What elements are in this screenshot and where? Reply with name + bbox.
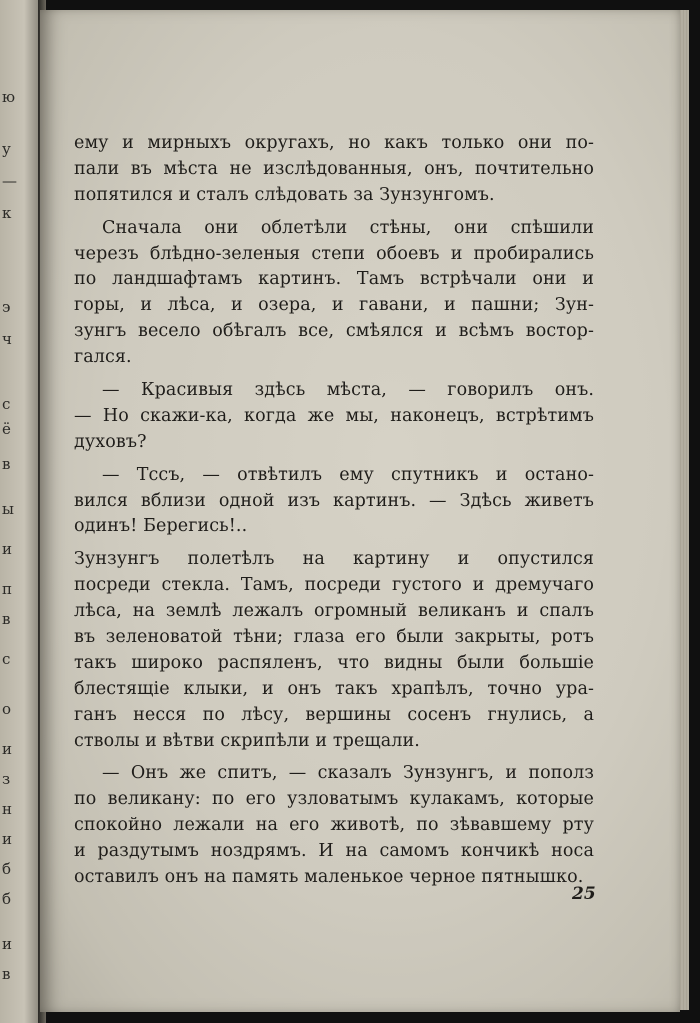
text-line: въ зеленоватой тѣни; глаза его были закрыты, ротъ — [74, 627, 594, 648]
text-line: попятился и сталъ слѣдовать за Зунзунгомъ. — [74, 184, 495, 205]
text-line: ему и мирныхъ округахъ, но какъ только они по- — [74, 133, 594, 153]
text-line: по великану: по его узловатымъ кулакамъ, которые — [74, 789, 594, 810]
text-line: черезъ блѣдно-зеленыя степи обоевъ и пробирались — [74, 243, 594, 264]
paragraph — [74, 463, 594, 541]
facing-page-fragment: и — [2, 935, 12, 953]
paragraph-gap — [74, 209, 594, 216]
text-line: спокойно лежали на его животѣ, по зѣвавшему рту — [74, 815, 594, 836]
facing-page-fragment: в — [2, 965, 11, 983]
text-line: и раздутымъ ноздрямъ. И на самомъ кончикѣ носа — [74, 841, 594, 862]
facing-page-fragment: и — [2, 740, 12, 758]
paragraph — [74, 131, 594, 209]
facing-page-fragment: н — [2, 800, 12, 818]
facing-page-fragment: о — [2, 700, 12, 718]
facing-page-fragment: ч — [2, 330, 12, 348]
body-text — [74, 131, 594, 891]
paragraph — [74, 761, 594, 890]
facing-page-fragment: в — [2, 610, 11, 628]
text-line: по ландшафтамъ картинъ. Тамъ встрѣчали они и — [74, 269, 594, 290]
facing-page-fragment: у — [2, 140, 11, 158]
facing-page-fragment: б — [2, 860, 12, 878]
facing-page-fragment: з — [2, 770, 11, 788]
text-line: блестящiе клыки, и онъ такъ храпѣлъ, точно ура- — [74, 678, 594, 699]
facing-page-fragment: ю — [2, 88, 16, 106]
facing-page-fragment: б — [2, 890, 12, 908]
text-line: лѣса, на землѣ лежалъ огромный великанъ и спалъ — [74, 601, 594, 622]
facing-page-fragment: — — [2, 172, 17, 190]
paragraph-gap — [74, 371, 594, 378]
text-line: посреди стекла. Тамъ, посреди густого и дремучаго — [74, 575, 594, 596]
text-line: — Тссъ, — отвѣтилъ ему спутникъ и остано- — [102, 464, 594, 485]
text-line: — Но скажи-ка, когда же мы, наконецъ, встрѣтимъ — [74, 405, 594, 426]
facing-page-fragment: п — [2, 580, 12, 598]
facing-page-fragment: и — [2, 830, 12, 848]
text-line: зунгъ весело обѣгалъ все, смѣялся и всѣмъ востор- — [74, 321, 594, 342]
text-line: Сначала они облетѣли стѣны, они спѣшили — [102, 217, 594, 238]
facing-page-fragment: к — [2, 204, 12, 222]
paragraph — [74, 547, 594, 754]
paragraph — [74, 216, 594, 371]
text-line: — Красивыя здѣсь мѣста, — говорилъ онъ. — [102, 380, 594, 401]
paragraph — [74, 378, 594, 456]
facing-page-fragment: ы — [2, 500, 14, 518]
text-line: оставилъ онъ на память маленькое черное пятнышко. — [74, 867, 584, 888]
text-line: Зунзунгъ полетѣлъ на картину и опустился — [74, 549, 594, 570]
text-line: пали въ мѣста не изслѣдованныя, онъ, почтительно — [74, 158, 594, 179]
text-line: духовъ? — [74, 431, 147, 452]
text-line: ганъ несся по лѣсу, вершины сосенъ гнулись, а — [74, 704, 594, 725]
text-line: одинъ! Берегись!.. — [74, 516, 248, 537]
facing-page-fragment: и — [2, 540, 12, 558]
text-line: горы, и лѣса, и озера, и гавани, и пашни; Зун- — [74, 295, 594, 316]
text-line: вился вблизи одной изъ картинъ. — Здѣсь живетъ — [74, 490, 594, 511]
paragraph-gap — [74, 456, 594, 463]
facing-page-fragment: ё — [2, 420, 11, 438]
paragraph-gap — [74, 754, 594, 761]
text-line: гался. — [74, 347, 132, 368]
right-page — [40, 10, 680, 1012]
facing-page-fragment: в — [2, 455, 11, 473]
facing-page-fragment: э — [2, 298, 11, 316]
facing-page-fragment: с — [2, 395, 11, 413]
facing-page-fragment: с — [2, 650, 11, 668]
text-line: — Онъ же спитъ, — сказалъ Зунзунгъ, и пополз — [102, 763, 594, 784]
text-line: стволы и вѣтви скрипѣли и трещали. — [74, 730, 420, 751]
paragraph-gap — [74, 540, 594, 547]
text-line: такъ широко распяленъ, что видны были большiе — [74, 652, 594, 673]
page-number: 25 — [572, 884, 596, 904]
